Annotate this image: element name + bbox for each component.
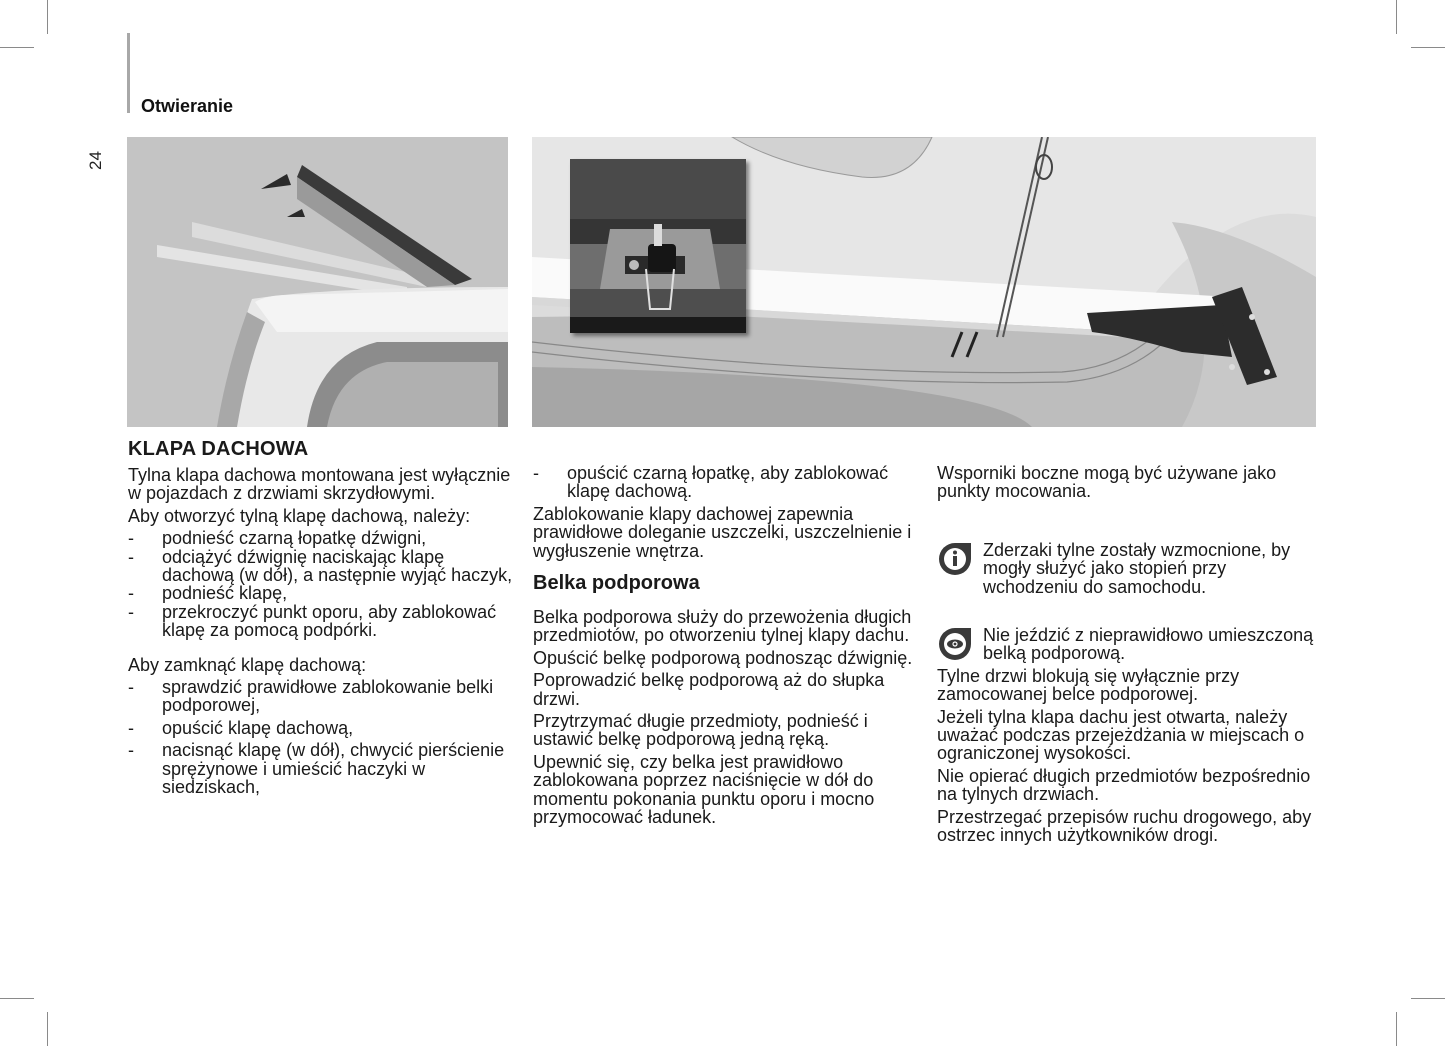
list-item: - podnieść czarną łopatkę dźwigni, bbox=[128, 528, 427, 549]
paragraph-close-lead: Aby zamknąć klapę dachową: bbox=[128, 654, 367, 675]
column-2 bbox=[533, 464, 918, 831]
close-steps-list bbox=[128, 678, 513, 796]
roof-flap-illustration bbox=[127, 137, 508, 427]
latch-closeup-illustration bbox=[570, 159, 746, 333]
list-item: - sprawdzić prawidłowe zablokowanie belki podporowej, bbox=[128, 677, 494, 716]
list-item: - nacisnąć klapę (w dół), chwycić pierścienie sprężynowe i umieścić haczyki w siedziskach, bbox=[128, 740, 505, 798]
figure-roof-flap bbox=[127, 137, 508, 427]
paragraph: Poprowadzić belkę podporową aż do słupka drzwi. bbox=[533, 670, 885, 709]
continued-steps-list bbox=[533, 464, 918, 501]
paragraph: Przytrzymać długie przedmioty, podnieść i ustawić belkę podporową jedną ręką. bbox=[533, 711, 868, 750]
paragraph: Tylne drzwi blokują się wyłącznie przy zamocowanej belce podporowej. bbox=[937, 665, 1240, 705]
crop-mark bbox=[47, 0, 48, 34]
open-steps-list bbox=[128, 529, 513, 639]
column-3 bbox=[937, 464, 1322, 849]
paragraph: Przestrzegać przepisów ruchu drogowego, aby ostrzec innych użytkowników drogi. bbox=[937, 806, 1312, 846]
crop-mark bbox=[1411, 47, 1445, 48]
paragraph: Upewnić się, czy belka jest prawidłowo zablokowana poprzez naciśnięcie w dół do momentu pokonania punktu oporu i mocno przymocować ładunek. bbox=[533, 751, 875, 828]
list-item: - opuścić klapę dachową, bbox=[128, 717, 354, 738]
warning-note-text: Nie jeździć z nieprawidłowo umieszczoną belką podporową. bbox=[983, 625, 1314, 664]
heading-roof-flap: KLAPA DACHOWA bbox=[128, 438, 309, 460]
paragraph: Nie opierać długich przedmiotów bezpośrednio na tylnych drzwiach. bbox=[937, 765, 1311, 805]
crop-mark bbox=[1396, 0, 1397, 34]
heading-support-beam: Belka podporowa bbox=[533, 572, 700, 595]
list-item: - przekroczyć punkt oporu, aby zablokować klapę za pomocą podpórki. bbox=[128, 601, 497, 641]
crop-mark bbox=[1411, 998, 1445, 999]
eye-icon bbox=[937, 626, 973, 662]
crop-mark bbox=[0, 998, 34, 999]
column-1 bbox=[128, 438, 513, 801]
list-item: - odciążyć dźwignię naciskając klapę dachową (w dół), a następnie wyjąć haczyk, bbox=[128, 546, 513, 586]
paragraph-open-lead: Aby otworzyć tylną klapę dachową, należy: bbox=[128, 505, 471, 526]
warning-note bbox=[937, 626, 1322, 663]
figure-support-beam bbox=[532, 137, 1316, 427]
inset-latch-closeup bbox=[570, 159, 746, 333]
crop-mark bbox=[1396, 1012, 1397, 1046]
paragraph: Belka podporowa służy do przewożenia długich przedmiotów, po otworzeniu tylnej klapy dachu. bbox=[533, 607, 912, 646]
paragraph-seal: Zablokowanie klapy dachowej zapewnia prawidłowe doleganie uszczelki, uszczelnienie i wygłuszenie wnętrza. bbox=[533, 503, 912, 561]
list-item: - opuścić czarną łopatkę, aby zablokować klapę dachową. bbox=[533, 463, 889, 502]
paragraph: Jeżeli tylna klapa dachu jest otwarta, należy uważać podczas przejeżdżania w miejscach o ograniczonej wysokości. bbox=[937, 706, 1305, 764]
crop-mark bbox=[47, 1012, 48, 1046]
page-number-text: 24 bbox=[86, 151, 105, 170]
info-note-text: Zderzaki tylne zostały wzmocnione, by mogły służyć jako stopień przy wchodzeniu do samochodu. bbox=[983, 539, 1291, 597]
paragraph-intro: Tylna klapa dachowa montowana jest wyłącznie w pojazdach z drzwiami skrzydłowymi. bbox=[128, 465, 511, 504]
crop-mark bbox=[0, 47, 34, 48]
section-marker-bar bbox=[127, 33, 130, 113]
section-title: Otwieranie bbox=[141, 96, 234, 116]
page-number bbox=[86, 140, 106, 170]
info-note bbox=[937, 541, 1322, 596]
paragraph: Opuścić belkę podporową podnosząc dźwignię. bbox=[533, 647, 913, 668]
paragraph-side-brackets: Wsporniki boczne mogą być używane jako punkty mocowania. bbox=[937, 463, 1277, 502]
info-icon bbox=[937, 541, 973, 577]
list-item: - podnieść klapę, bbox=[128, 583, 288, 604]
